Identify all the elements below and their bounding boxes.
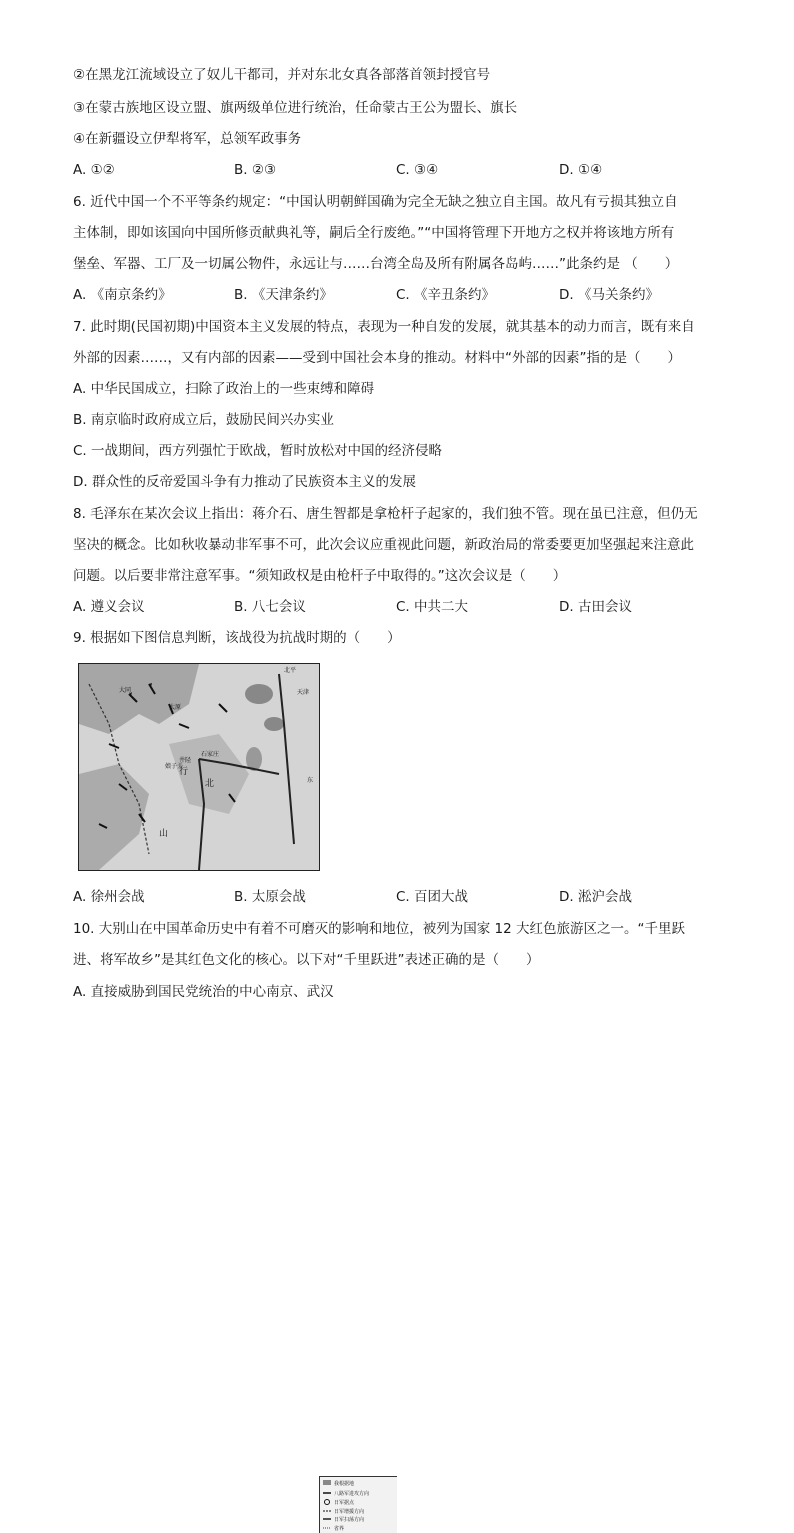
map-label-shan: 山 [159, 829, 169, 839]
q8-stem-line-2: 坚决的概念。比如秋收暴动非军事不可，此次会议应重视此问题，新政治局的常委要更加坚强起来注意此 [73, 537, 694, 553]
map-label-dong: 东 [307, 777, 314, 784]
q6-option-b: B. 《天津条约》 [234, 287, 333, 303]
prev-option-a: A. ①② [73, 162, 115, 178]
map-legend [319, 1476, 397, 1533]
prev-option-d: D. ①④ [559, 162, 603, 178]
q9-option-b: B. 太原会战 [234, 889, 306, 905]
prev-option-c: C. ③④ [396, 162, 439, 178]
map-label-jingxing: 井陉 [179, 757, 192, 764]
legend-item-5: 日军扫荡方向 [334, 1517, 365, 1523]
q9-option-a: A. 徐州会战 [73, 889, 145, 905]
q8-option-c: C. 中共二大 [396, 599, 469, 615]
q7-option-a: A. 中华民国成立，扫除了政治上的一些束缚和障碍 [73, 381, 375, 397]
map-label-niangziguan: 娘子关 [165, 763, 184, 770]
q8-option-a: A. 遵义会议 [73, 599, 145, 615]
map-label-datong: 大同 [119, 687, 132, 694]
prev-item-2: ②在黑龙江流域设立了奴儿干都司，并对东北女真各部落首领封授官号 [73, 67, 491, 83]
q7-option-b: B. 南京临时政府成立后，鼓励民间兴办实业 [73, 412, 334, 428]
legend-item-2: 八路军进攻方向 [334, 1491, 370, 1497]
q7-option-c: C. 一战期间，西方列强忙于欧战，暂时放松对中国的经济侵略 [73, 443, 443, 459]
map-label-beiping: 北平 [284, 667, 297, 674]
map-label-bei: 北 [205, 779, 215, 789]
q9-stem: 9. 根据如下图信息判断，该战役为抗战时期的（ ） [73, 630, 401, 646]
prev-item-4: ④在新疆设立伊犁将军，总领军政事务 [73, 131, 302, 147]
map-label-xing: 行 [179, 767, 189, 777]
q6-stem-line-2: 主体制，即如该国向中国所修贡献典礼等，嗣后全行废绝。”“中国将管理下开地方之权并将该地方所有 [73, 225, 675, 241]
q9-option-d: D. 淞沪会战 [559, 889, 632, 905]
map-label-shijiazhuang: 石家庄 [201, 751, 220, 758]
q8-stem-line-3: 问题。以后要非常注意军事。“须知政权是由枪杆子中取得的。”这次会议是（ ） [73, 568, 567, 584]
q7-stem-line-1: 7. 此时期(民国初期)中国资本主义发展的特点，表现为一种自发的发展，就其基本的动力而言，既有来自 [73, 319, 695, 335]
battle-map-graphic [79, 664, 319, 870]
q10-option-a: A. 直接威胁到国民党统治的中心南京、武汉 [73, 984, 334, 1000]
map-label-taiyuan: 太原 [169, 704, 182, 711]
q9-option-c: C. 百团大战 [396, 889, 469, 905]
q8-stem-line-1: 8. 毛泽东在某次会议上指出：蒋介石、唐生智都是拿枪杆子起家的，我们独不管。现在虽已注意，但仍无 [73, 506, 698, 522]
q6-option-c: C. 《辛丑条约》 [396, 287, 496, 303]
legend-item-1: 我根据地 [334, 1481, 355, 1487]
q10-stem-line-1: 10. 大别山在中国革命历史中有着不可磨灭的影响和地位，被列为国家 12 大红色旅游区之一。“千里跃 [73, 921, 686, 937]
q8-option-d: D. 古田会议 [559, 599, 632, 615]
q7-stem-line-2: 外部的因素……，又有内部的因素——受到中国社会本身的推动。材料中“外部的因素”指的是（ ） [73, 350, 681, 366]
q10-stem-line-2: 进、将军故乡”是其红色文化的核心。以下对“千里跃进”表述正确的是（ ） [73, 952, 540, 968]
q7-option-d: D. 群众性的反帝爱国斗争有力推动了民族资本主义的发展 [73, 474, 416, 490]
legend-item-6: 省界 [334, 1526, 345, 1532]
q6-option-a: A. 《南京条约》 [73, 287, 172, 303]
map-label-tianjin: 天津 [297, 689, 310, 696]
legend-item-3: 日军据点 [334, 1500, 355, 1506]
q6-stem-line-3: 堡垒、军器、工厂及一切属公物件，永远让与……台湾全岛及所有附属各岛屿……”此条约是 （ ） [73, 256, 679, 272]
q6-option-d: D. 《马关条约》 [559, 287, 659, 303]
q8-option-b: B. 八七会议 [234, 599, 306, 615]
q6-stem-line-1: 6. 近代中国一个不平等条约规定：“中国认明朝鲜国确为完全无缺之独立自主国。故凡有亏损其独立自 [73, 194, 678, 210]
prev-item-3: ③在蒙古族地区设立盟、旗两级单位进行统治，任命蒙古王公为盟长、旗长 [73, 100, 518, 116]
prev-option-b: B. ②③ [234, 162, 277, 178]
legend-item-4: 日军增援方向 [334, 1509, 365, 1515]
